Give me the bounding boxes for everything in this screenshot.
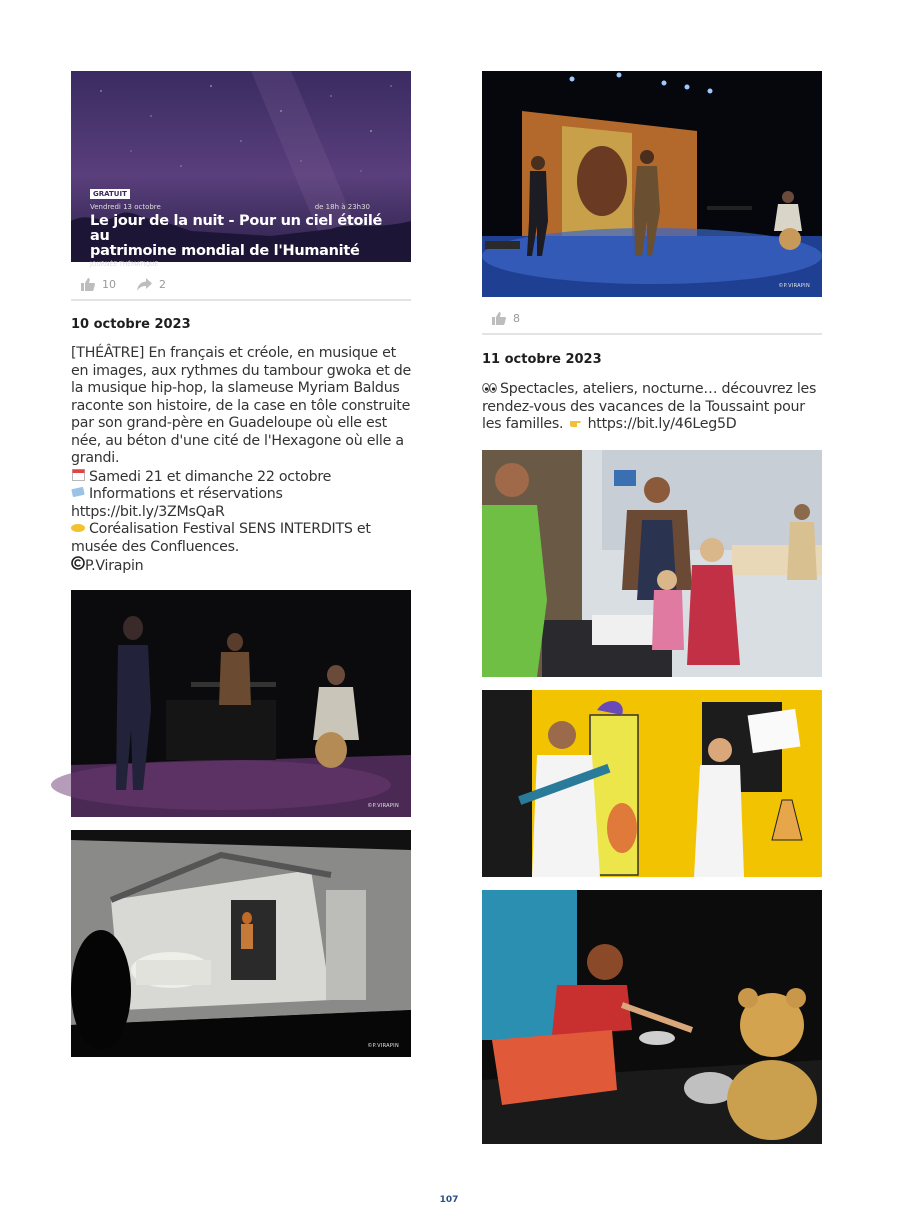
- post-credit-line: P.Virapin: [71, 556, 411, 576]
- ticket-icon: [71, 486, 85, 504]
- post-link[interactable]: https://bit.ly/3ZMsQaR: [71, 503, 225, 520]
- projection-scene-illustration: [71, 830, 411, 1057]
- right-post-stats: [482, 303, 822, 335]
- free-badge: GRATUIT: [90, 189, 130, 199]
- photo-credit: ©P.VIRAPIN: [367, 1043, 399, 1049]
- theatre-stage-photo[interactable]: [482, 71, 822, 297]
- post-body: Spectacles, ateliers, nocturne… découvrez les rendez-vous des vacances de la Toussaint pour les familles. https://bit.ly/46Leg5D: [482, 381, 817, 432]
- projection-photo[interactable]: [71, 830, 411, 1057]
- workshop-scene-illustration: [482, 450, 822, 677]
- right-post-text: [482, 381, 822, 434]
- page-number: 107: [439, 1195, 459, 1205]
- event-date: Vendredi 13 octobre: [90, 203, 161, 211]
- like-button[interactable]: [81, 269, 116, 299]
- post-body: [THÉÂTRE] En français et créole, en musique et en images, aux rythmes du tambour gwoka et de la musique hip-hop, la slameuse Myriam Baldus raconte son histoire, de la case en tôle construite par son grand-père en Guadeloupe où elle est née, au béton d'une cité de l'Hexagone où elle a grandi.: [71, 345, 412, 466]
- workshop-photo[interactable]: [482, 450, 822, 677]
- theatre-scene-illustration: [482, 71, 822, 297]
- photo-credit: ©P.VIRAPIN: [778, 283, 810, 289]
- event-card-image[interactable]: [71, 71, 411, 268]
- calendar-icon: [71, 468, 85, 487]
- stage-scene-illustration: [71, 590, 411, 817]
- event-time: de 18h à 23h30: [314, 203, 370, 211]
- left-post-date: 10 octobre 2023: [71, 317, 191, 332]
- right-post-date: 11 octobre 2023: [482, 352, 602, 367]
- eyes-icon: [482, 381, 496, 399]
- like-count: 8: [513, 311, 520, 325]
- left-post-text: [71, 345, 411, 576]
- science-show-photo[interactable]: [482, 690, 822, 877]
- left-post-stats: [71, 269, 411, 301]
- event-category: JOURNÉE THÉMATIQUE: [90, 261, 159, 268]
- post-corealisation-line: Coréalisation Festival SENS INTERDITS et musée des Confluences.: [71, 521, 371, 555]
- event-date-time: [90, 203, 370, 211]
- event-card-overlay: [90, 181, 390, 268]
- thumbs-up-icon: [492, 312, 506, 325]
- share-arrow-icon: [137, 278, 152, 291]
- pointing-hand-icon: [570, 416, 584, 434]
- post-info-line: Informations et réservations: [71, 486, 411, 504]
- science-scene-illustration: [482, 690, 822, 877]
- share-count: 2: [159, 277, 166, 291]
- thumbs-up-icon: [81, 278, 95, 291]
- handshake-icon: [71, 521, 85, 539]
- like-button[interactable]: [492, 303, 520, 333]
- performer-in-doorway: [241, 912, 253, 949]
- photo-credit: ©P.VIRAPIN: [367, 803, 399, 809]
- share-button[interactable]: [137, 269, 166, 299]
- event-title: [90, 214, 390, 259]
- event-title-line-2: patrimoine mondial de l'Humanité: [90, 243, 360, 259]
- post-link[interactable]: https://bit.ly/46Leg5D: [587, 416, 737, 432]
- post-dates-line: Samedi 21 et dimanche 22 octobre: [71, 468, 411, 487]
- like-count: 10: [102, 277, 116, 291]
- copyright-icon: [71, 556, 85, 576]
- event-title-line-1: Le jour de la nuit - Pour un ciel étoilé au: [90, 213, 383, 244]
- puppet-show-photo[interactable]: [482, 890, 822, 1144]
- stage-performance-photo[interactable]: [71, 590, 411, 817]
- puppet-scene-illustration: [482, 890, 822, 1144]
